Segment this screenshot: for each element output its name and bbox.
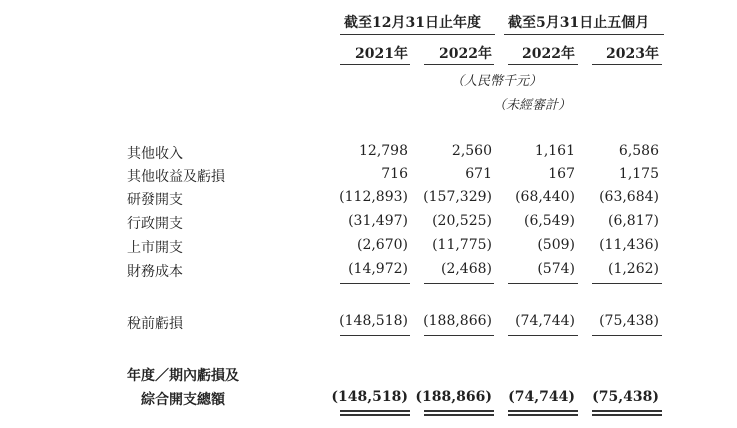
row-label: 上市開支 (127, 240, 183, 256)
total-value: (75,438) (592, 389, 659, 405)
year-rule-1 (340, 64, 410, 65)
total-double-rule-top-1 (340, 410, 410, 412)
row-label: 其他收入 (127, 146, 183, 162)
subtotal-rule-4 (592, 283, 662, 284)
row-value: (112,893) (339, 189, 408, 205)
total-double-rule-top-3 (508, 410, 578, 412)
row-value: (6,549) (523, 213, 575, 229)
total-double-rule-bottom-2 (424, 414, 494, 416)
year-rule-3 (508, 64, 578, 65)
row-value: 1,161 (534, 143, 575, 159)
row-value: (11,775) (432, 237, 492, 253)
row-value: (31,497) (348, 213, 408, 229)
year-header-2022: 2022年 (439, 46, 492, 62)
pretax-loss-value: (148,518) (339, 313, 408, 329)
pretax-loss-value: (75,438) (599, 313, 659, 329)
pretax-rule-1 (340, 335, 410, 336)
subtotal-rule-2 (424, 283, 494, 284)
row-label: 其他收益及虧損 (127, 169, 225, 185)
header-group-years: 截至12月31日止年度 (344, 15, 481, 31)
row-value: 167 (548, 166, 575, 182)
pretax-loss-value: (74,744) (515, 313, 575, 329)
year-header-2021: 2021年 (355, 46, 408, 62)
row-value: (157,329) (423, 189, 492, 205)
total-double-rule-bottom-3 (508, 414, 578, 416)
unit-caption: （人民幣千元） (451, 74, 543, 89)
header-group-five-months: 截至5月31日止五個月 (508, 15, 650, 31)
pretax-loss-value: (188,866) (423, 313, 492, 329)
header-group-years-rule (340, 34, 495, 35)
total-label-line2: 綜合開支總額 (141, 392, 225, 408)
year-rule-4 (592, 64, 662, 65)
row-value: (6,817) (607, 213, 659, 229)
row-value: (14,972) (348, 261, 408, 277)
pretax-loss-label: 稅前虧損 (127, 316, 183, 332)
row-value: (2,468) (440, 261, 492, 277)
subtotal-rule-3 (508, 283, 578, 284)
total-double-rule-bottom-4 (592, 414, 662, 416)
row-value: (63,684) (599, 189, 659, 205)
row-value: 6,586 (618, 143, 659, 159)
row-value: (11,436) (599, 237, 659, 253)
total-label-line1: 年度／期內虧損及 (127, 368, 239, 384)
row-value: 2,560 (451, 143, 492, 159)
year-header-2023-period: 2023年 (606, 46, 659, 62)
row-value: 671 (465, 166, 492, 182)
row-value: 12,798 (359, 143, 408, 159)
year-header-2022-period: 2022年 (522, 46, 575, 62)
row-value: (20,525) (432, 213, 492, 229)
pretax-rule-4 (592, 335, 662, 336)
total-double-rule-top-2 (424, 410, 494, 412)
total-value: (74,744) (508, 389, 575, 405)
row-label: 研發開支 (127, 192, 183, 208)
total-double-rule-top-4 (592, 410, 662, 412)
pretax-rule-3 (508, 335, 578, 336)
row-value: 716 (381, 166, 408, 182)
row-value: (1,262) (607, 261, 659, 277)
row-value: (68,440) (515, 189, 575, 205)
row-value: (509) (537, 237, 575, 253)
row-label: 行政開支 (127, 216, 183, 232)
row-value: 1,175 (618, 166, 659, 182)
header-group-five-months-rule (504, 34, 664, 35)
subtotal-rule-1 (340, 283, 410, 284)
row-label: 財務成本 (127, 264, 183, 280)
year-rule-2 (424, 64, 494, 65)
total-value: (148,518) (331, 389, 408, 405)
pretax-rule-2 (424, 335, 494, 336)
total-value: (188,866) (415, 389, 492, 405)
total-double-rule-bottom-1 (340, 414, 410, 416)
unaudited-caption: （未經審計） (493, 98, 572, 113)
row-value: (574) (537, 261, 575, 277)
row-value: (2,670) (356, 237, 408, 253)
